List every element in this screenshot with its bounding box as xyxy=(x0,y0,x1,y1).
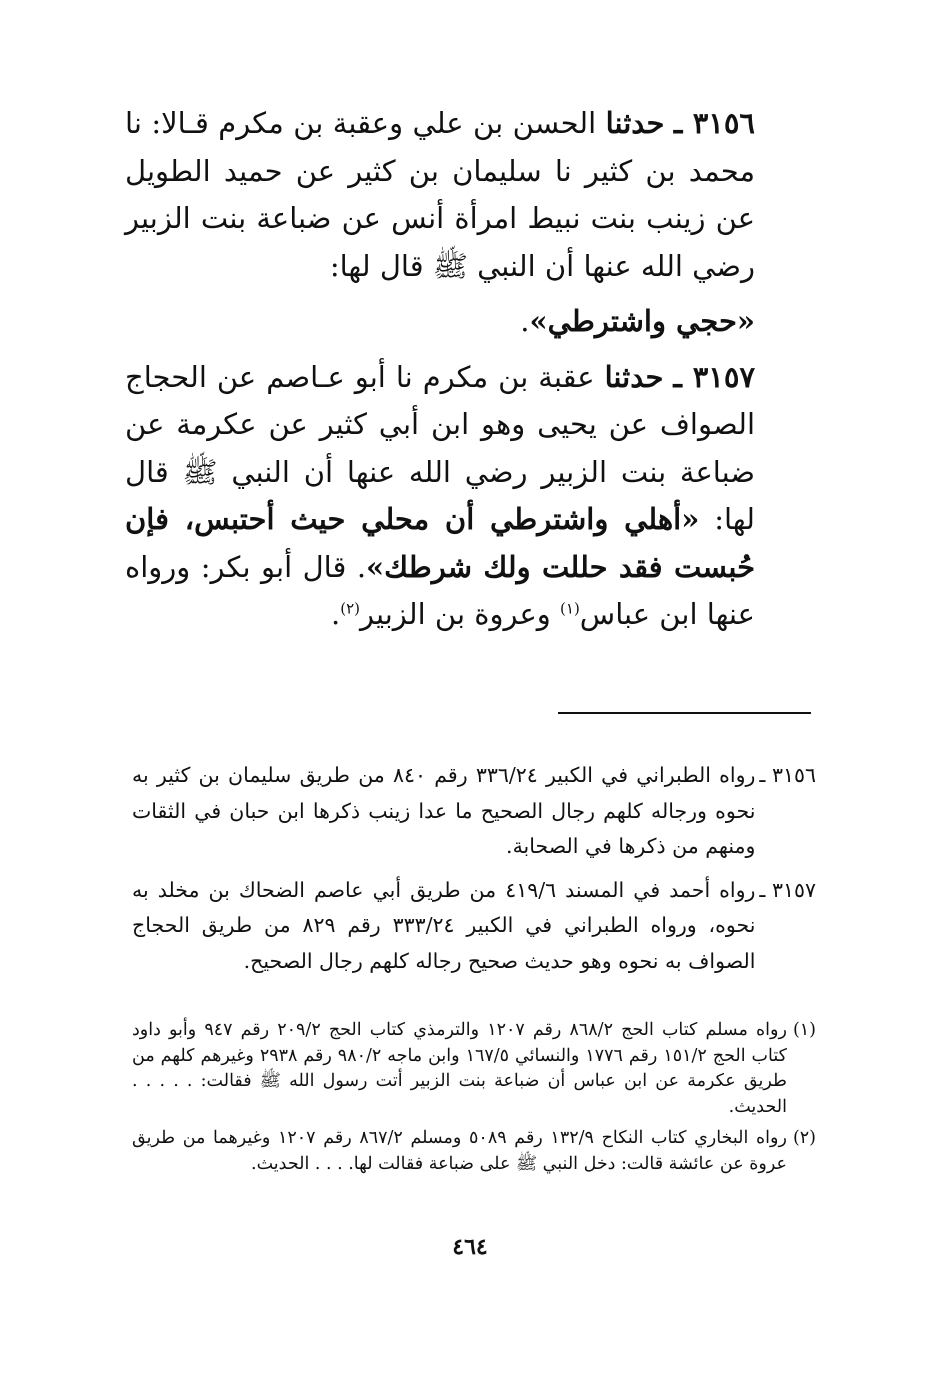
footnote xyxy=(132,1126,816,1177)
footnote-text: رواه البخاري كتاب النكاح ١٣٢/٩ رقم ٥٠٨٩ ومسلم ٨٦٧/٢ رقم ١٢٠٧ وغيرهما من طريق عروة عن عائشة قالت: دخل النبي ﷺ على ضباعة فقالت لها. . . . الحديث. xyxy=(132,1128,787,1174)
footnote-ref-2: (٢) xyxy=(340,599,360,618)
hadith-number: ٣١٥٦ ـ xyxy=(673,106,755,140)
hadith-after-quote: . قال أبو بكر: ورواه عنها ابن عباس xyxy=(125,549,755,631)
hadith-number: ٣١٥٧ ـ xyxy=(673,359,756,394)
hadith-keyword: حدثنا xyxy=(604,359,664,394)
hadith-3156-quote-line xyxy=(125,298,813,346)
footnote-divider xyxy=(558,712,811,714)
takhrij-note xyxy=(132,873,816,980)
hadith-end: . xyxy=(520,304,530,338)
footnote-label: (١) xyxy=(792,1020,816,1040)
hadith-text: عقبة بن مكرم نا أبو عـاصم عن الحجاج الصواف عن يحيى وهو ابن أبي كثير عن عكرمة عن ضباعة بنت الزبير رضي الله عنها أن النبي ﷺ قال لها: xyxy=(125,359,755,536)
hadith-3157 xyxy=(125,354,813,639)
footnote xyxy=(132,1018,816,1120)
hadith-3156 xyxy=(125,100,813,290)
note-text: رواه الطبراني في الكبير ٣٣٦/٢٤ رقم ٨٤٠ من طريق سليمان بن كثير به نحوه ورجاله كلهم رجال الصحيح ما عدا زينب ذكرها ابن حبان في الثقات ومنهم من ذكرها في الصحابة. xyxy=(132,763,756,858)
hadith-keyword: حدثنا xyxy=(605,106,665,140)
footnote-text: رواه مسلم كتاب الحج ٨٦٨/٢ رقم ١٢٠٧ والترمذي كتاب الحج ٢٠٩/٢ رقم ٩٤٧ وأبو داود كتاب الحج ١٥١/٢ رقم ١٧٧٦ والنسائي ١٦٧/٥ وابن ماجه ٩٨٠/٢ رقم ٢٩٣٨ وغيرهم كلهم من طريق عكرمة عن ابن عباس أن ضباعة بنت الزبير أتت رسول الله ﷺ فقالت: . . . . . الحديث. xyxy=(132,1020,787,1117)
note-label: ٣١٥٧ ـ xyxy=(759,877,816,902)
takhrij-notes xyxy=(132,758,816,979)
hadith-mid: وعروة بن الزبير xyxy=(359,597,561,631)
hadith-text: الحسن بن علي وعقبة بن مكرم قـالا: نا محمد بن كثير نا سليمان بن كثير عن حميد الطويل عن زينب بنت نبيط امرأة أنس عن ضباعة بنت الزبير رضي الله عنها أن النبي ﷺ قال لها: xyxy=(125,106,755,283)
hadith-quote: «أهلي واشترطي أن محلي حيث أحتبس، فإن حُبست فقد حللت ولك شرطك» xyxy=(125,502,755,584)
main-text xyxy=(125,100,813,639)
hadith-end: . xyxy=(330,597,341,631)
footnote-ref-1: (١) xyxy=(560,599,580,618)
note-label: ٣١٥٦ ـ xyxy=(759,763,816,787)
hadith-quote: «حجي واشترطي» xyxy=(529,304,755,338)
page-number: ٤٦٤ xyxy=(452,1234,488,1260)
footnote-label: (٢) xyxy=(792,1128,816,1148)
note-text: رواه أحمد في المسند ٤١٩/٦ من طريق أبي عاصم الضحاك بن مخلد به نحوه، ورواه الطبراني في الكبير ٣٣٣/٢٤ رقم ٨٢٩ من طريق الحجاج الصواف به نحوه وهو حديث صحيح رجاله كلهم رجال الصحيح. xyxy=(132,877,756,973)
footnotes xyxy=(132,1018,816,1177)
takhrij-note xyxy=(132,758,816,865)
